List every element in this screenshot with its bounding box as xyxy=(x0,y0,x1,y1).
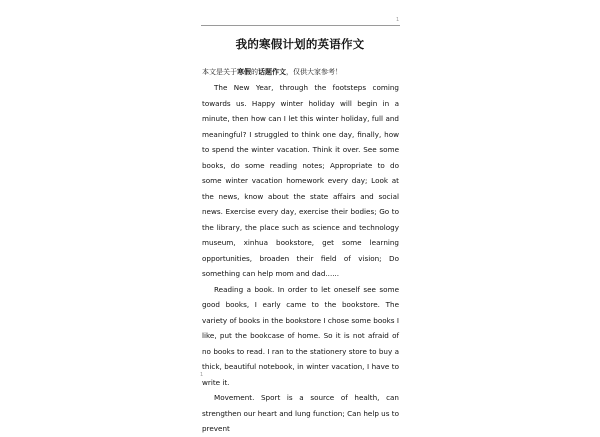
intro-text: 的 xyxy=(251,68,258,76)
essay-body xyxy=(202,80,399,437)
paragraph-movement: Movement. Sport is a source of health, can strengthen our heart and lung function; Can help us to prevent xyxy=(202,393,399,433)
document-title: 我的寒假计划的英语作文 xyxy=(235,37,365,51)
intro-keyword-winter: 寒假 xyxy=(237,68,251,76)
paragraph-reading: Reading a book. In order to let oneself see some good books, I early came to the bookstore. The variety of books in the bookstore I chose some books I like, put the bookcase of home. So it is not afraid of no books to read. I ran to the stationery store to buy a thick, beautiful notebook, in winter vacation, I have to write it. xyxy=(202,284,399,387)
intro-text: 本文是关于 xyxy=(202,68,237,76)
paragraph-new-year: The New Year, through the footsteps coming towards us. Happy winter holiday will begin in a minute, then how can I let this winter holiday, full and meaningful? I struggled to think one day, finally, how to spend the winter vacation. Think it over. See some books, do some reading notes; Appropriate to do some winter vacation homework every day; Look at the news, know about the state affairs and social news. Exercise every day, exercise their bodies; Go to the library, the place such as science and technology museum, xinhua bookstore, get some learning opportunities, broaden their field of vision; Do something can help mom and dad...... xyxy=(202,83,399,278)
footer-page-mark: 1 xyxy=(200,372,204,378)
intro-line xyxy=(202,66,342,78)
header-divider xyxy=(201,25,400,26)
intro-keyword-essay: 话题作文 xyxy=(258,68,286,76)
header-page-mark: 1 xyxy=(396,17,400,23)
intro-text: ，仅供大家参考！ xyxy=(286,68,342,76)
